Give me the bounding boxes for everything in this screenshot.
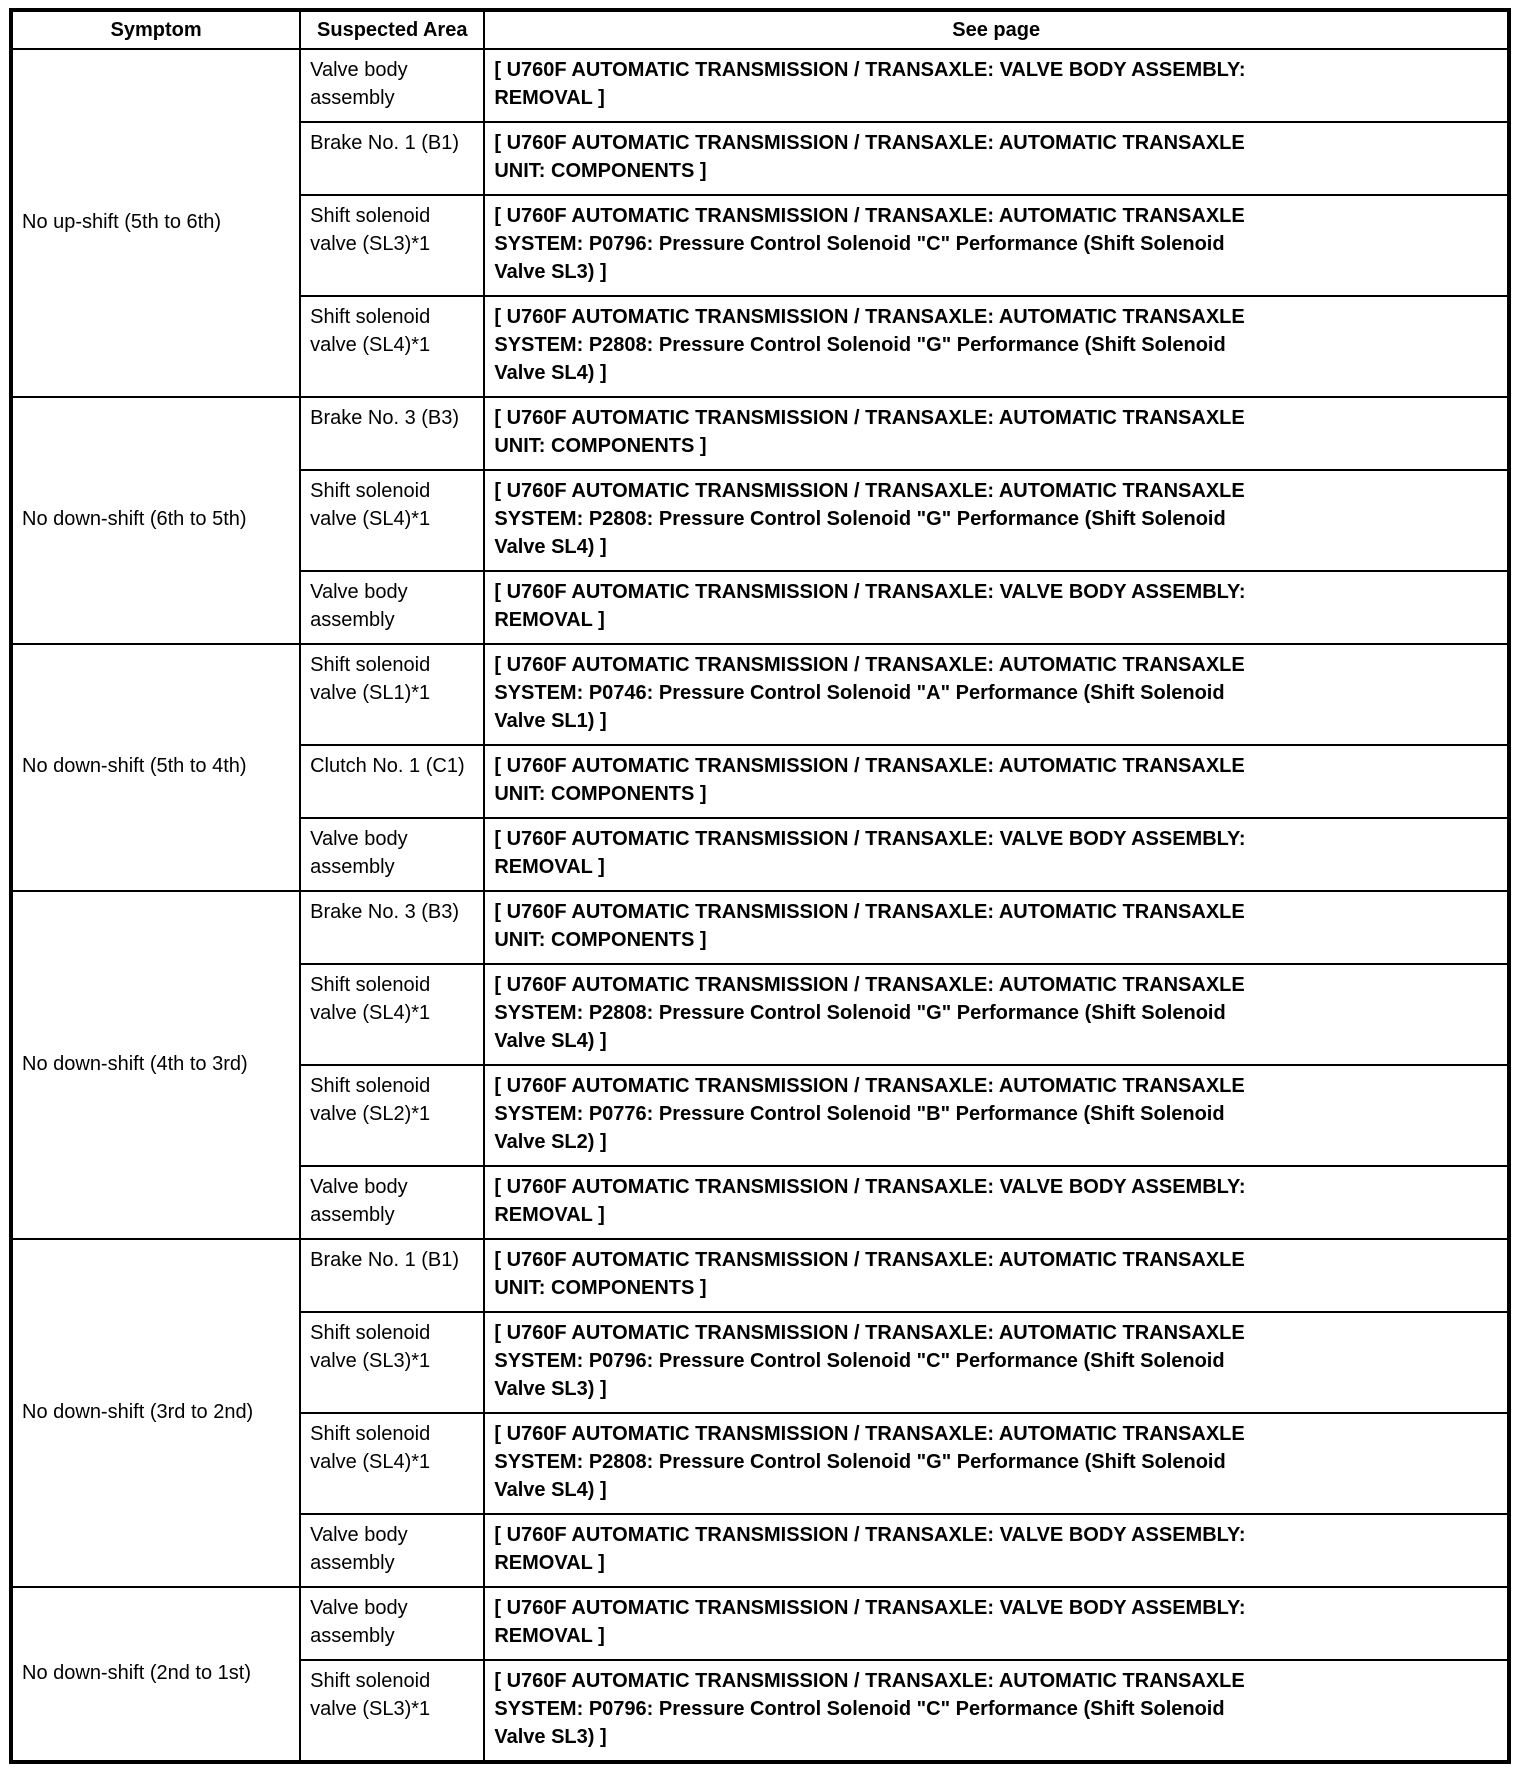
symptom-cell: No up-shift (5th to 6th) [11, 49, 300, 397]
suspected-area-line: Shift solenoid [310, 1670, 431, 1692]
symptom-cell: No down-shift (3rd to 2nd) [11, 1239, 300, 1587]
see-page-line: [ U760F AUTOMATIC TRANSMISSION / TRANSAXLE: AUTOMATIC TRANSAXLE [494, 205, 1245, 227]
suspected-area-line: valve (SL1)*1 [310, 682, 431, 704]
suspected-area-cell [300, 818, 484, 891]
see-page-line: SYSTEM: P2808: Pressure Control Solenoid "G" Performance (Shift Solenoid [494, 1002, 1226, 1024]
see-page-cell [484, 1166, 1509, 1239]
suspected-area-line: Valve body [310, 828, 408, 850]
suspected-area-cell [300, 470, 484, 571]
suspected-area-line: Shift solenoid [310, 974, 431, 996]
see-page-line: REMOVAL ] [494, 1204, 605, 1226]
suspected-area-line: assembly [310, 1625, 395, 1647]
suspected-area-cell [300, 1587, 484, 1660]
see-page-line: UNIT: COMPONENTS ] [494, 1277, 707, 1299]
see-page-cell [484, 818, 1509, 891]
see-page-line: [ U760F AUTOMATIC TRANSMISSION / TRANSAXLE: VALVE BODY ASSEMBLY: [494, 581, 1246, 603]
suspected-area-line: Brake No. 1 (B1) [310, 132, 460, 154]
see-page-line: [ U760F AUTOMATIC TRANSMISSION / TRANSAXLE: VALVE BODY ASSEMBLY: [494, 59, 1246, 81]
see-page-line: [ U760F AUTOMATIC TRANSMISSION / TRANSAXLE: AUTOMATIC TRANSAXLE [494, 480, 1245, 502]
suspected-area-line: Valve body [310, 1524, 408, 1546]
table-row [11, 397, 1509, 470]
see-page-line: REMOVAL ] [494, 1552, 605, 1574]
see-page-line: [ U760F AUTOMATIC TRANSMISSION / TRANSAXLE: AUTOMATIC TRANSAXLE [494, 1423, 1245, 1445]
suspected-area-line: Valve body [310, 1597, 408, 1619]
suspected-area-cell [300, 964, 484, 1065]
suspected-area-line: assembly [310, 609, 395, 631]
suspected-area-cell [300, 1239, 484, 1312]
symptom-table [9, 8, 1511, 1764]
suspected-area-cell [300, 1065, 484, 1166]
see-page-cell [484, 470, 1509, 571]
see-page-line: UNIT: COMPONENTS ] [494, 929, 707, 951]
see-page-cell [484, 1660, 1509, 1762]
see-page-line: [ U760F AUTOMATIC TRANSMISSION / TRANSAXLE: AUTOMATIC TRANSAXLE [494, 1249, 1245, 1271]
table-row [11, 1587, 1509, 1660]
see-page-line: UNIT: COMPONENTS ] [494, 160, 707, 182]
see-page-line: SYSTEM: P0776: Pressure Control Solenoid "B" Performance (Shift Solenoid [494, 1103, 1225, 1125]
see-page-line: SYSTEM: P2808: Pressure Control Solenoid "G" Performance (Shift Solenoid [494, 1451, 1226, 1473]
see-page-line: Valve SL3) ] [494, 261, 607, 283]
suspected-area-line: Brake No. 3 (B3) [310, 901, 460, 923]
suspected-area-cell [300, 891, 484, 964]
see-page-cell [484, 1587, 1509, 1660]
table-row [11, 1239, 1509, 1312]
see-page-line: [ U760F AUTOMATIC TRANSMISSION / TRANSAXLE: AUTOMATIC TRANSAXLE [494, 1075, 1245, 1097]
see-page-line: Valve SL2) ] [494, 1131, 607, 1153]
see-page-cell [484, 964, 1509, 1065]
suspected-area-line: valve (SL4)*1 [310, 508, 431, 530]
suspected-area-line: valve (SL3)*1 [310, 233, 431, 255]
see-page-line: Valve SL4) ] [494, 1030, 607, 1052]
see-page-line: REMOVAL ] [494, 609, 605, 631]
see-page-line: [ U760F AUTOMATIC TRANSMISSION / TRANSAXLE: AUTOMATIC TRANSAXLE [494, 901, 1245, 923]
see-page-cell [484, 571, 1509, 644]
see-page-line: REMOVAL ] [494, 87, 605, 109]
see-page-line: [ U760F AUTOMATIC TRANSMISSION / TRANSAXLE: AUTOMATIC TRANSAXLE [494, 306, 1245, 328]
suspected-area-cell [300, 195, 484, 296]
see-page-cell [484, 1413, 1509, 1514]
table-row [11, 891, 1509, 964]
see-page-line: REMOVAL ] [494, 1625, 605, 1647]
symptom-cell: No down-shift (5th to 4th) [11, 644, 300, 891]
suspected-area-cell [300, 397, 484, 470]
suspected-area-line: Shift solenoid [310, 1423, 431, 1445]
see-page-line: [ U760F AUTOMATIC TRANSMISSION / TRANSAXLE: AUTOMATIC TRANSAXLE [494, 132, 1245, 154]
see-page-line: Valve SL3) ] [494, 1378, 607, 1400]
see-page-cell [484, 122, 1509, 195]
see-page-line: SYSTEM: P2808: Pressure Control Solenoid "G" Performance (Shift Solenoid [494, 508, 1226, 530]
suspected-area-line: Shift solenoid [310, 306, 431, 328]
see-page-line: [ U760F AUTOMATIC TRANSMISSION / TRANSAXLE: AUTOMATIC TRANSAXLE [494, 1670, 1245, 1692]
suspected-area-line: assembly [310, 87, 395, 109]
suspected-area-cell [300, 1660, 484, 1762]
suspected-area-cell [300, 745, 484, 818]
symptom-cell: No down-shift (6th to 5th) [11, 397, 300, 644]
suspected-area-line: Brake No. 3 (B3) [310, 407, 460, 429]
suspected-area-cell [300, 644, 484, 745]
see-page-cell [484, 49, 1509, 122]
suspected-area-cell [300, 1413, 484, 1514]
see-page-line: SYSTEM: P0796: Pressure Control Solenoid "C" Performance (Shift Solenoid [494, 233, 1225, 255]
suspected-area-line: assembly [310, 856, 395, 878]
table-header-row [11, 10, 1509, 49]
suspected-area-cell [300, 1312, 484, 1413]
suspected-area-line: Shift solenoid [310, 1322, 431, 1344]
see-page-cell [484, 397, 1509, 470]
suspected-area-line: assembly [310, 1204, 395, 1226]
suspected-area-line: Shift solenoid [310, 205, 431, 227]
see-page-line: UNIT: COMPONENTS ] [494, 783, 707, 805]
symptom-table-body [11, 49, 1509, 1762]
see-page-line: SYSTEM: P2808: Pressure Control Solenoid "G" Performance (Shift Solenoid [494, 334, 1226, 356]
suspected-area-line: Valve body [310, 59, 408, 81]
suspected-area-cell [300, 571, 484, 644]
see-page-cell [484, 745, 1509, 818]
see-page-line: REMOVAL ] [494, 856, 605, 878]
suspected-area-line: Valve body [310, 581, 408, 603]
see-page-line: [ U760F AUTOMATIC TRANSMISSION / TRANSAXLE: VALVE BODY ASSEMBLY: [494, 1176, 1246, 1198]
see-page-line: [ U760F AUTOMATIC TRANSMISSION / TRANSAXLE: AUTOMATIC TRANSAXLE [494, 1322, 1245, 1344]
suspected-area-cell [300, 296, 484, 397]
suspected-area-line: Shift solenoid [310, 1075, 431, 1097]
see-page-cell [484, 1312, 1509, 1413]
see-page-line: [ U760F AUTOMATIC TRANSMISSION / TRANSAXLE: VALVE BODY ASSEMBLY: [494, 1597, 1246, 1619]
see-page-cell [484, 1239, 1509, 1312]
see-page-line: Valve SL4) ] [494, 536, 607, 558]
symptom-cell: No down-shift (2nd to 1st) [11, 1587, 300, 1762]
suspected-area-cell [300, 1166, 484, 1239]
see-page-line: Valve SL4) ] [494, 1479, 607, 1501]
suspected-area-line: Shift solenoid [310, 480, 431, 502]
see-page-line: [ U760F AUTOMATIC TRANSMISSION / TRANSAXLE: AUTOMATIC TRANSAXLE [494, 654, 1245, 676]
suspected-area-line: Valve body [310, 1176, 408, 1198]
table-row [11, 644, 1509, 745]
see-page-line: UNIT: COMPONENTS ] [494, 435, 707, 457]
see-page-line: SYSTEM: P0796: Pressure Control Solenoid "C" Performance (Shift Solenoid [494, 1698, 1225, 1720]
suspected-area-line: Clutch No. 1 (C1) [310, 755, 465, 777]
table-row [11, 49, 1509, 122]
see-page-line: Valve SL3) ] [494, 1726, 607, 1748]
see-page-line: SYSTEM: P0796: Pressure Control Solenoid "C" Performance (Shift Solenoid [494, 1350, 1225, 1372]
see-page-cell [484, 296, 1509, 397]
suspected-area-line: Brake No. 1 (B1) [310, 1249, 460, 1271]
see-page-line: [ U760F AUTOMATIC TRANSMISSION / TRANSAXLE: AUTOMATIC TRANSAXLE [494, 407, 1245, 429]
see-page-cell [484, 891, 1509, 964]
see-page-line: SYSTEM: P0746: Pressure Control Solenoid "A" Performance (Shift Solenoid [494, 682, 1225, 704]
suspected-area-cell [300, 49, 484, 122]
see-page-cell [484, 1514, 1509, 1587]
suspected-area-line: valve (SL4)*1 [310, 1451, 431, 1473]
suspected-area-cell [300, 122, 484, 195]
suspected-area-line: Shift solenoid [310, 654, 431, 676]
see-page-cell [484, 1065, 1509, 1166]
suspected-area-line: valve (SL3)*1 [310, 1698, 431, 1720]
symptom-cell: No down-shift (4th to 3rd) [11, 891, 300, 1239]
header-suspected-area: Suspected Area [300, 10, 484, 49]
see-page-cell [484, 195, 1509, 296]
suspected-area-line: valve (SL4)*1 [310, 1002, 431, 1024]
see-page-cell [484, 644, 1509, 745]
suspected-area-line: valve (SL3)*1 [310, 1350, 431, 1372]
see-page-line: [ U760F AUTOMATIC TRANSMISSION / TRANSAXLE: VALVE BODY ASSEMBLY: [494, 1524, 1246, 1546]
suspected-area-line: valve (SL2)*1 [310, 1103, 431, 1125]
see-page-line: Valve SL4) ] [494, 362, 607, 384]
see-page-line: [ U760F AUTOMATIC TRANSMISSION / TRANSAXLE: AUTOMATIC TRANSAXLE [494, 974, 1245, 996]
header-see-page: See page [484, 10, 1509, 49]
see-page-line: Valve SL1) ] [494, 710, 607, 732]
suspected-area-line: assembly [310, 1552, 395, 1574]
suspected-area-line: valve (SL4)*1 [310, 334, 431, 356]
header-symptom: Symptom [11, 10, 300, 49]
see-page-line: [ U760F AUTOMATIC TRANSMISSION / TRANSAXLE: VALVE BODY ASSEMBLY: [494, 828, 1246, 850]
see-page-line: [ U760F AUTOMATIC TRANSMISSION / TRANSAXLE: AUTOMATIC TRANSAXLE [494, 755, 1245, 777]
suspected-area-cell [300, 1514, 484, 1587]
